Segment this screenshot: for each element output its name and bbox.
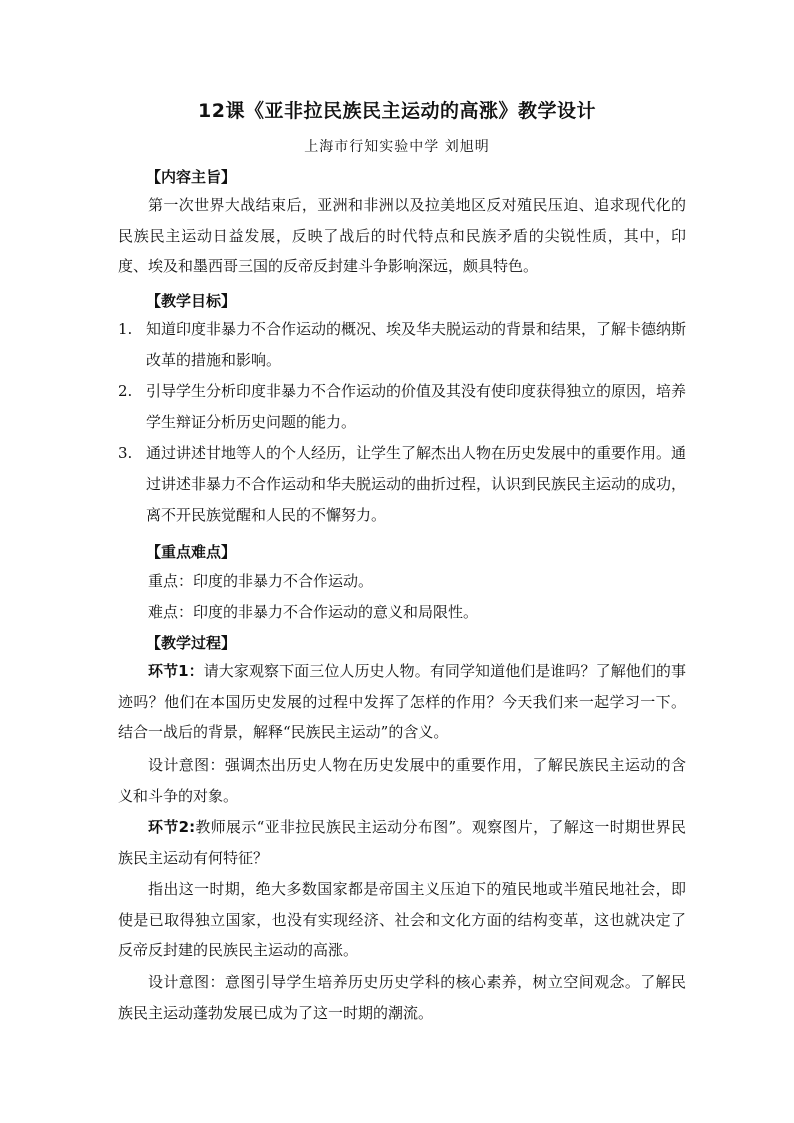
goal-text: 引导学生分析印度非暴力不合作运动的价值及其没有使印度获得独立的原因，培养学生辩证分析历史问题的能力。 [146,382,687,431]
content-paragraph: 第一次世界大战结束后，亚洲和非洲以及拉美地区反对殖民压迫、追求现代化的民族民主运动日益发展，反映了战后的时代特点和民族矛盾的尖锐性质，其中，印度、埃及和墨西哥三国的反帝反封建斗争影响深远，颇具特色。 [118,196,686,275]
heading-process: 【教学过程】 [146,634,237,652]
goal-number: 1. [118,320,133,338]
goal-text: 知道印度非暴力不合作运动的概况、埃及华夫脱运动的背景和结果，了解卡德纳斯改革的措施和影响。 [146,320,687,369]
goal-item [118,376,686,438]
step2-paragraph [118,812,686,873]
step2-text: 教师展示“亚非拉民族民主运动分布图”。观察图片，了解这一时期世界民族民主运动有何特征？ [118,818,686,867]
key-point: 重点：印度的非暴力不合作运动。 [148,572,374,590]
heading-content: 【内容主旨】 [146,168,237,186]
step1-text: 请大家观察下面三位人历史人物。有同学知道他们是谁吗？了解他们的事迹吗？他们在本国历史发展的过程中发挥了怎样的作用？今天我们来一起学习一下。结合一战后的背景，解释“民族民主运动”的含义。 [118,662,686,741]
goal-number: 2. [118,382,133,400]
step2-label: 环节2: [148,818,196,836]
difficult-point: 难点：印度的非暴力不合作运动的意义和局限性。 [148,603,479,621]
document-author: 上海市行知实验中学 刘旭明 [304,139,490,155]
step1-label: 环节1： [148,662,204,680]
document-title: 12课《亚非拉民族民主运动的高涨》教学设计 [198,100,596,122]
step2-answer-paragraph: 指出这一时期，绝大多数国家都是帝国主义压迫下的殖民地或半殖民地社会，即使是已取得独立国家，也没有实现经济、社会和文化方面的结构变革，这也就决定了反帝反封建的民族民主运动的高涨。 [118,880,686,959]
intent1-paragraph: 设计意图：强调杰出历史人物在历史发展中的重要作用，了解民族民主运动的含义和斗争的对象。 [118,756,686,805]
step1-paragraph [118,656,686,748]
heading-goals: 【教学目标】 [146,292,237,310]
goal-number: 3. [118,444,133,462]
goal-text: 通过讲述甘地等人的个人经历，让学生了解杰出人物在历史发展中的重要作用。通过讲述非暴力不合作运动和华夫脱运动的曲折过程，认识到民族民主运动的成功，离不开民族觉醒和人民的不懈努力。 [146,444,687,524]
heading-key-points: 【重点难点】 [146,543,237,561]
goal-item [118,438,686,531]
intent2-paragraph: 设计意图：意图引导学生培养历史历史学科的核心素养，树立空间观念。了解民族民主运动蓬勃发展已成为了这一时期的潮流。 [118,973,686,1022]
goal-item [118,314,686,376]
